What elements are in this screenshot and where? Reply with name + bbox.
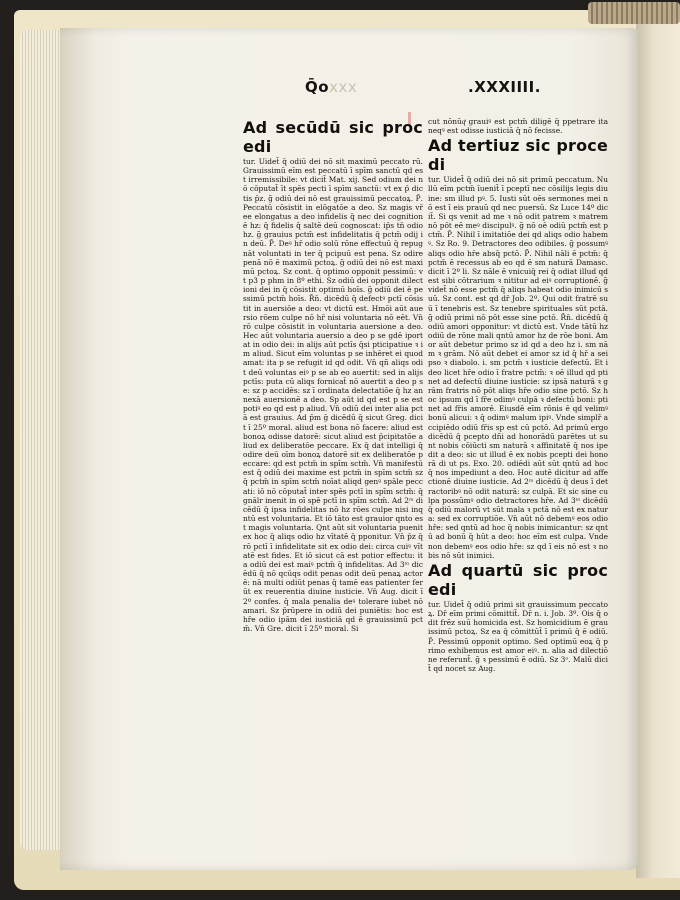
binding-clasp <box>588 2 680 24</box>
article-heading: Ad secūdū sic procedi <box>243 118 423 156</box>
right-text-column <box>428 117 608 697</box>
article-body-3: tur. Uidet̄ q̄ odiū dei nō sit primū peccatum. Nullū eīm pctm̄ īuenit̄ ī pceptī nec cōsilijs legis diuine: sm illud pꝰ. 5. Iusti sūt oēs sermones mei nō est ī eis prauū qd nec puersū. Sz Luce 14º dicit̄. Si qs venit ad me ꝛ nō odit patrem ꝛ matrem nō pōt eē meꝰ discipulꝰ. g̃ nō oē odiū pctm̄ est pctm̄. P̄. Nihil ī imitatiōe dei qd aliqs odio habemꝰ. Sz Ro. 9. Detractores deo odibiles. g̃ possumꝰ aliqs odio hr̄e absq̄ pctō. P̄. Nihil nāli ē pctm̄: q̄ pctm̄ ē recessus ab eo qd ē sm naturā Damasc. dicit ī 2º li. Sz nāle ē vnicuiq̄ rei q̄ odiat illud qd est sibi cōtrarium ꝛ nititur ad eiꝰ corruptionē. g̃ videt̄ nō esse pctm̄ q̄ aliqs habeat odio inimicū suū. Sz cont. est qd dr̄ Job. 2º. Qui odit fratrē suū ī tenebris est. Sz tenebre spirituales sūt pctā. g̃ odiū primi nō pōt esse sine pctō. R̄n̄. dicēdū q̄ odiū amori opponitur: vt dictū est. Vnde tātū hz odiū de rōne mali qntū amor hz de rōe boni. Amor aūt debetur primo sz id qd a deo hz i. sm nām ꝛ grām. Nō aūt debet ei amor sz id q̄ hr̄ a seipso ꝛ diabolo. i. sm pctm̄ ꝛ iusticie defectū. Et ideo licet hr̄e odio ī fratre pctm̄: ꝛ oē illud qd ptinet ad defectū diuine iusticie: sz ipsā naturā ꝛ grām fratris nō pōt aliqs hr̄e odio sine pctō. Sz hoc ipsum qd ī fr̄e odimꝰ culpā ꝛ defectū boni: ptinet ad fr̄is amorē. Eiusdē eīm rōnis ē qd velimꝰ bonū alicui: ꝛ q̄ odimꝰ malum ipiꝰ. Vnde simplr̄ accipiēdo odiū fr̄is sp est cū pctō. Ad primū ergo dicēdū q̄ pcepto dñi ad honorādū parētes ut sunt nobis cōiūcti sm naturā ꝛ affinitatē q̄ nos ipedit a deo: sic ut illud ē ex nobis pcepti dei honorā di ut ps. Exo. 20. odiēdi aūt sūt qntū ad hoc q̄ nos impediunt a deo. Hoc autē dicitur ad affectionē diuine iusticie. Ad 2ᵐ dicēdū q̄ deus ī detractoribꝰ nō odit naturā: sz culpā. Et sic sine culpa possūmꝰ odio detractores hr̄e. Ad 3ᵐ dicēdū q̄ odiū malorū vt sūt mala ꝛ pctā nō est ex natura: sed ex corruptiōe. Vn̄ aūt nō debemꝰ eos odio hr̄e: sed qntū ad hoc q̄ nobis inimicantur: sz qntū ad bonū q̄ hūt a deo: hoc eīm est culpa. Vnde non debemꝰ eos odio hr̄e: sz qd ī eis nō est ꝛ nobis nō sūt inimici. <box>428 175 608 560</box>
article-body: tur. Uidet̄ q̄ odiū dei nō sit maximū peccato rū. Grauissimū eīm est peccatū ī spīm sanctū qd est irremissibile: vt dicit̄ Mat. xij. Sed odium dei nō cōputat̄ īt spēs pecti ī spīm sanctū: vt ex p̄ dictis p̄z. g̃ odiū dei nō est grauissimū peccatoꝝ. P̄. Peccatū cōsistit in elōgatōe a deo. Sz magis vr̄ ee elongatus a deo infidelis q̄ nec dei cognitionē hz: q̄ fidelis q̄ saltē deū cognoscat: ip̄s tn̄ odio hz. g̃ grauius pctm̄ est infidelitatis q̄ pctm̄ odij in deū. P̄. Deꝰ hr̄ odio solū rōne effectuū q̄ repugnāt voluntati in ter q̄ pcipuū est pena. Sz odire penā nō ē maximū pctoꝝ. g̃ odiū dei nō est maximū pctoꝝ. Sz cont. q̄ optimo opponit pessimū: vt p3 p phm in 8º ethi. Sz odiū dei opponit dilectioni dei in q̄ cōsistit optimū hoīs. g̃ odiū dei ē pessimū pctm̄ hoīs. R̄n̄. dicēdū q̄ defectꝰ pctī cōsistit in auersiōe a deo: vt dictū est. Hmōi aūt auersio rōem culpe nō hr̄ nisi voluntaria nō eēt. Vn̄ rō culpe cōsistit in voluntaria auersione a deo. Hec aūt voluntaria auersio a deo p se gdē iportat in odio dei: in alijs aūt pctīs q̄si pticipatiue ꝛ im aliud. Sicut eīm voluntas p se inhēret ei quod amat: ita p se refugit id qd odit. Vn̄ qñ aliqs odit deū voluntas eiꝰ p se ab eo auertit: sed in alijs pctīs: puta cū aliqs fornicat̄ nō auertit a deo p se: sz p accidēs: sz ī ordinata delectatiōe q̄ hz annexā auersionē a deo. Sp aūt id qd est p se est potiꝰ eo qd est p aliud. Vn̄ odiū dei inter alia pctā est grauius. Ad p̄m ḡ dicēdū q̄ sicut Greg. dicit ī 25º moral. aliud est bona nō facere: aliud est bonoꝝ odisse datorē: sicut aliud est p̄cipitatōe aliud ex deliberatōe peccare. Ex q̄ dat intelligi q̄ odire deū oīm bonoꝝ datorē sit ex deliberatōe peccare: qd est pctm̄ in spīm sctm̄. Vn̄ manifestū est q̄ odiū dei maxime est pctm̄ in spīm sctm̄ sz q̄ pctm̄ in spīm sctm̄ noīat aliqd genꝰ spāle peccati: iō nō cōputat̄ inter spēs pctī in spīm sctm̄: q̄ gnālr inenit in oī spē pctī in spīm sctm̄. Ad 2ᵐ dicēdū q̄ ipsa infidelitas nō hz rōes culpe nisi inqntū est voluntaria. Et iō tāto est grauior qnto est magis voluntaria. Qnt aūt sit voluntaria puenit ex hoc q̄ aliqs odio hz vītatē q̄ pponitur. Vn̄ p̄z q̄ rō pctī ī infidelitate sit ex odio dei: circa cuiꝰ vītatē est fides. Et iō sicut cā est potior effectu: ita odiū dei est maiꝰ pctm̄ q̄ infidelitas. Ad 3ᵐ dicēdū q̄ nō qcūqs odit penas odit deū penaꝝ actorē: nā multi odiūt penas q̄ tamē eas patienter ferūt ex reuerentia diuine iusticie. Vn̄ Aug. dicit ī 2º confes. q̄ mala penalia deꝰ tolerare iubet nō amari. Sz p̄rūpere in odiū dei puniētis: hoc est hr̄e odio ipām dei iusticiā qd ē grauissimū pctm̄. Vn̄ Gre. dicit ī 25º moral. Si <box>243 157 423 633</box>
continuation-text: cut nōnūqͣ grauiꝰ est pctm̄ diligē q̄ ppetrare ita neqꝰ est odisse iusticiā q̄ nō fecisse. <box>428 117 608 136</box>
article-heading-3: Ad tertiuz sic procedi <box>428 136 608 175</box>
page-edges <box>20 30 60 850</box>
article-body-4: tur. Uidet̄ q̄ odiū primi sit grauissimum peccatoꝝ. Dr̄ eīm primi cōmittit̄. Dr̄ n. i. Job. 3º. Ois q̄ odit frēz suū homicida est. Sz homicidium ē grauissimū pctoꝝ. Sz ea q̄ cōmittūt̄ ī primū q̄ ē odiū. P̄. Pessimū opponit optimo. Sed optimū eoꝝ q̄ primo exhibemus est amor eiꝰ. n. alia ad dilectiōne referunt̄. g̃ ꝛ pessimū ē odiū. Sz 3ᵒ. Malū dicit̄ qd nocet sz Aug. <box>428 599 608 673</box>
article-heading-4: Ad quartū sic procedi <box>428 560 608 599</box>
left-text-column <box>243 117 423 697</box>
running-head-left-text: Q̄o <box>305 78 330 96</box>
running-head-left-faded: xxx <box>329 78 358 96</box>
running-head-left <box>305 78 357 98</box>
facing-page-edge <box>636 18 680 878</box>
folio-number: .XXXIIII. <box>468 78 541 96</box>
